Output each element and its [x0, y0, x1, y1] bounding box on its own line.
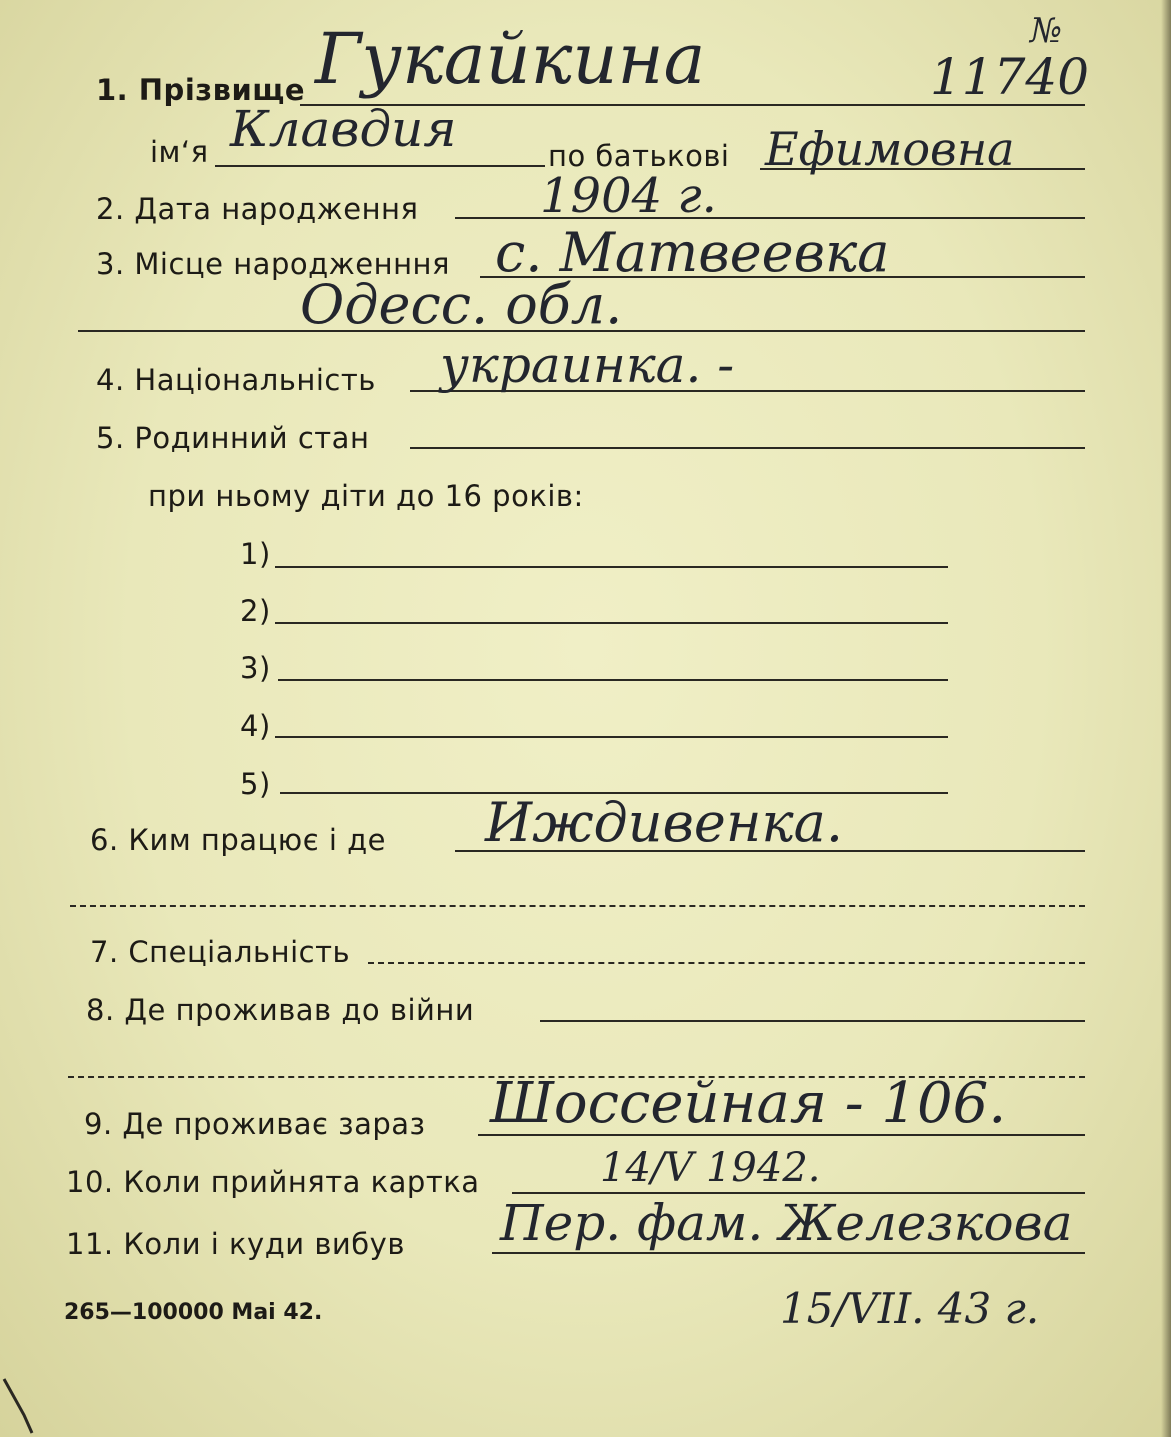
work-value: Иждивенка. — [485, 791, 844, 854]
child-5-label: 5) — [240, 767, 271, 801]
child-1-label: 1) — [240, 537, 271, 571]
name-line — [215, 165, 545, 167]
name-label: ім‘я — [150, 135, 209, 169]
page-edge-shadow — [1161, 0, 1171, 1437]
work-line-2 — [70, 905, 1085, 907]
child-4-label: 4) — [240, 709, 271, 743]
departure-date: 15/VII. 43 г. — [780, 1284, 1040, 1333]
departure-value: Пер. фам. Железкова — [500, 1194, 1073, 1252]
child-2-label: 2) — [240, 594, 271, 628]
children-label: при ньому діти до 16 років: — [148, 479, 584, 513]
birth-date-label: 2. Дата народження — [96, 192, 419, 226]
child-3-label: 3) — [240, 651, 271, 685]
card-number: 11740 — [930, 48, 1090, 106]
child-4-line — [275, 736, 948, 738]
current-residence-label: 9. Де проживає зараз — [84, 1107, 426, 1141]
number-prefix: № — [1030, 11, 1063, 51]
work-label: 6. Ким працює і де — [90, 823, 387, 857]
marital-status-label: 5. Родинний стан — [96, 421, 370, 455]
patronymic-value: Ефимовна — [765, 122, 1015, 176]
child-3-line — [278, 679, 948, 681]
birth-place-label: 3. Місце народженння — [96, 247, 450, 281]
specialty-line — [368, 962, 1085, 964]
birth-place-value-1: с. Матвеевка — [495, 221, 890, 284]
nationality-label: 4. Національність — [96, 363, 376, 397]
print-code: 265—100000 Mai 42. — [64, 1300, 323, 1325]
surname-value: Гукайкина — [315, 18, 706, 100]
surname-label: 1. Прізвище — [96, 73, 306, 107]
pen-mark — [0, 1375, 40, 1437]
card-accepted-label: 10. Коли прийнята картка — [66, 1165, 480, 1199]
current-residence-value: Шоссейная - 106. — [490, 1071, 1007, 1136]
name-value: Клавдия — [230, 100, 457, 158]
card-accepted-value: 14/V 1942. — [600, 1145, 821, 1191]
birth-date-value: 1904 г. — [540, 168, 717, 224]
specialty-label: 7. Спеціальність — [90, 935, 351, 969]
patronymic-label: по батькові — [548, 139, 730, 173]
birth-place-value-2: Одесс. обл. — [300, 273, 623, 336]
prewar-residence-line — [540, 1020, 1085, 1022]
departure-label: 11. Коли і куди вибув — [66, 1227, 405, 1261]
child-1-line — [275, 566, 948, 568]
departure-line — [492, 1252, 1085, 1254]
marital-status-line — [410, 447, 1085, 449]
nationality-value: украинка. - — [440, 336, 735, 394]
child-2-line — [275, 622, 948, 624]
prewar-residence-label: 8. Де проживав до війни — [86, 993, 475, 1027]
